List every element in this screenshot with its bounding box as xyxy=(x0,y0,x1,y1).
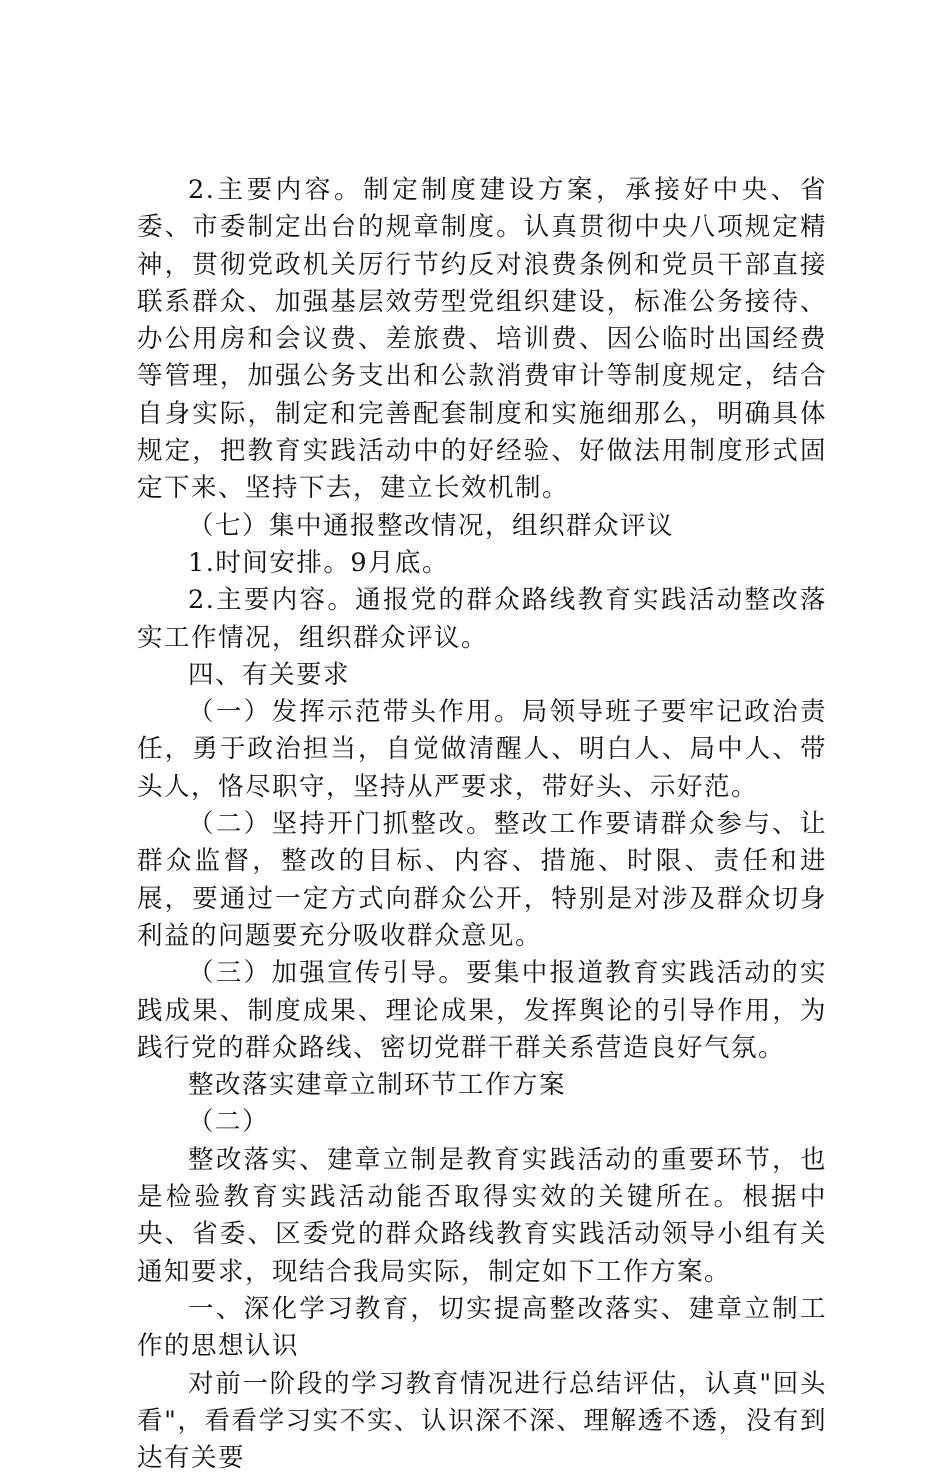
document-body xyxy=(137,172,827,1477)
heading-part-1: 一、深化学习教育，切实提高整改落实、建章立制工作的思想认识 xyxy=(137,1291,827,1366)
document-subtitle: （二） xyxy=(137,1104,827,1141)
document-title: 整改落实建章立制环节工作方案 xyxy=(137,1067,827,1104)
paragraph-main-content: 2.主要内容。制定制度建设方案，承接好中央、省委、市委制定出台的规章制度。认真贯彻中央八项规定精神，贯彻党政机关厉行节约反对浪费条例和党员干部直接联系群众、加强基层效劳型党组织建设，标准公务接待、办公用房和会议费、差旅费、培训费、因公临时出国经费等管理，加强公务支出和公款消费审计等制度规定，结合自身实际，制定和完善配套制度和实施细那么，明确具体规定，把教育实践活动中的好经验、好做法用制度形式固定下来、坚持下去，建立长效机制。 xyxy=(137,172,827,508)
paragraph-requirement-1: （一）发挥示范带头作用。局领导班子要牢记政治责任，勇于政治担当，自觉做清醒人、明白人、局中人、带头人，恪尽职守，坚持从严要求，带好头、示好范。 xyxy=(137,694,827,806)
paragraph-requirement-3: （三）加强宣传引导。要集中报道教育实践活动的实践成果、制度成果、理论成果，发挥舆论的引导作用，为践行党的群众路线、密切党群干群关系营造良好气氛。 xyxy=(137,955,827,1067)
paragraph-intro: 整改落实、建章立制是教育实践活动的重要环节，也是检验教育实践活动能否取得实效的关键所在。根据中央、省委、区委党的群众路线教育实践活动领导小组有关通知要求，现结合我局实际，制定如下工作方案。 xyxy=(137,1142,827,1291)
heading-requirements: 四、有关要求 xyxy=(137,657,827,694)
paragraph-main-content-2: 2.主要内容。通报党的群众路线教育实践活动整改落实工作情况，组织群众评议。 xyxy=(137,582,827,657)
paragraph-requirement-2: （二）坚持开门抓整改。整改工作要请群众参与、让群众监督，整改的目标、内容、措施、时限、责任和进展，要通过一定方式向群众公开，特别是对涉及群众切身利益的问题要充分吸收群众意见。 xyxy=(137,806,827,955)
paragraph-review: 对前一阶段的学习教育情况进行总结评估，认真"回头看"，看看学习实不实、认识深不深、理解透不透，没有到达有关要 xyxy=(137,1366,827,1477)
paragraph-time-schedule: 1.时间安排。9月底。 xyxy=(137,545,827,582)
heading-section-7: （七）集中通报整改情况，组织群众评议 xyxy=(137,508,827,545)
